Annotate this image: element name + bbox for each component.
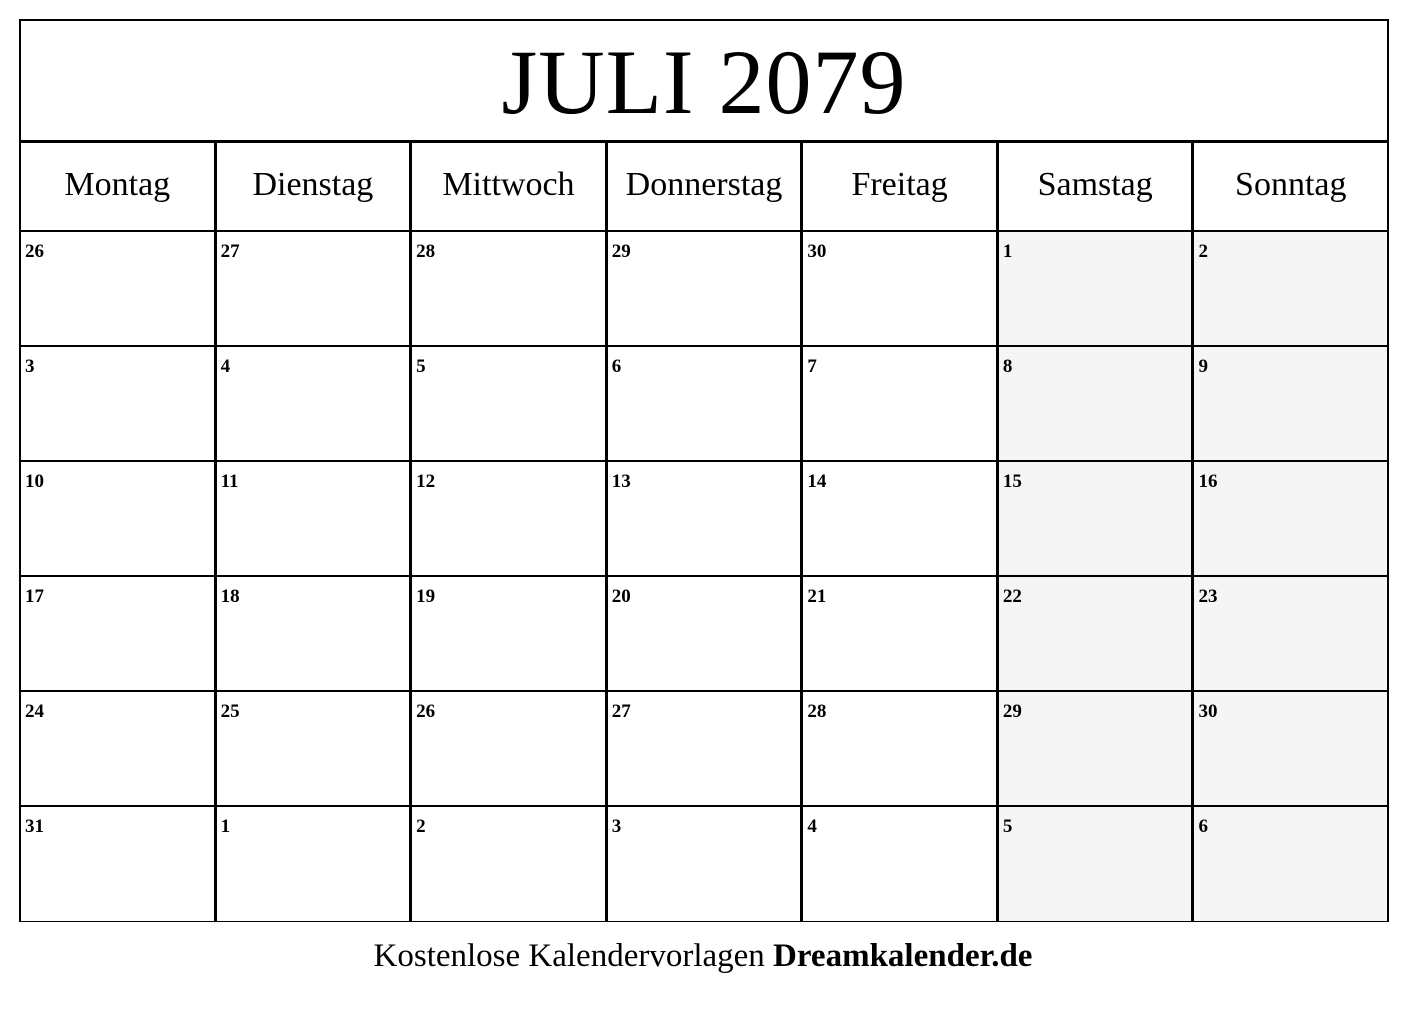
weekend-day-cell (999, 462, 1195, 575)
day-number: 13 (611, 471, 631, 492)
day-number: 31 (25, 816, 44, 837)
day-number: 3 (611, 816, 622, 837)
day-cell (412, 807, 608, 921)
week-row-2 (21, 347, 1387, 462)
day-number: 2 (1198, 241, 1208, 262)
week-row-1 (21, 232, 1387, 347)
day-number: 12 (416, 471, 436, 492)
day-number: 9 (1198, 356, 1208, 377)
day-number: 21 (807, 586, 827, 607)
day-number: 22 (1002, 586, 1022, 607)
weekday-saturday: Samstag (999, 143, 1195, 230)
day-cell (608, 232, 804, 345)
day-cell (412, 462, 608, 575)
title-row (21, 21, 1387, 142)
weekday-friday: Freitag (803, 143, 999, 230)
weekend-day-cell (1194, 807, 1387, 921)
day-cell (217, 577, 413, 690)
day-number: 29 (1002, 701, 1022, 722)
weekday-thursday: Donnerstag (608, 143, 804, 230)
day-cell (803, 347, 999, 460)
day-cell (412, 577, 608, 690)
day-cell (803, 577, 999, 690)
day-cell (217, 807, 413, 921)
day-number: 26 (25, 241, 44, 262)
day-number: 4 (220, 356, 231, 377)
day-cell (412, 692, 608, 805)
day-cell (21, 347, 217, 460)
day-cell (412, 347, 608, 460)
day-number: 6 (611, 356, 622, 377)
day-number: 1 (220, 816, 231, 837)
day-number: 29 (611, 241, 631, 262)
day-number: 15 (1002, 471, 1022, 492)
weekend-day-cell (999, 347, 1195, 460)
week-row-6 (21, 807, 1387, 921)
day-cell (608, 807, 804, 921)
day-number: 4 (807, 816, 817, 837)
weekend-day-cell (1194, 462, 1387, 575)
day-number: 7 (807, 356, 817, 377)
day-cell (217, 232, 413, 345)
day-number: 11 (220, 471, 239, 492)
day-number: 14 (807, 471, 827, 492)
day-cell (608, 577, 804, 690)
day-number: 20 (611, 586, 631, 607)
day-cell (608, 462, 804, 575)
day-number: 17 (25, 586, 44, 607)
day-cell (21, 807, 217, 921)
week-row-3 (21, 462, 1387, 577)
weekend-day-cell (999, 692, 1195, 805)
week-row-4 (21, 577, 1387, 692)
day-cell (608, 692, 804, 805)
weekday-header-row (21, 142, 1387, 232)
day-cell (803, 807, 999, 921)
day-number: 5 (416, 356, 426, 377)
day-number: 3 (25, 356, 35, 377)
footer (0, 938, 1406, 975)
day-number: 28 (807, 701, 827, 722)
day-cell (21, 692, 217, 805)
week-row-5 (21, 692, 1387, 807)
day-number: 24 (25, 701, 44, 722)
day-cell (608, 347, 804, 460)
calendar-table (19, 19, 1389, 922)
day-cell (803, 232, 999, 345)
footer-text: Kostenlose Kalendervorlagen (373, 938, 765, 974)
day-number: 25 (220, 701, 240, 722)
weekend-day-cell (1194, 232, 1387, 345)
day-number: 26 (416, 701, 436, 722)
day-number: 27 (611, 701, 631, 722)
day-cell (21, 232, 217, 345)
day-number: 18 (220, 586, 240, 607)
weekday-wednesday: Mittwoch (412, 143, 608, 230)
day-number: 23 (1198, 586, 1218, 607)
day-cell (21, 577, 217, 690)
weekend-day-cell (999, 232, 1195, 345)
weekday-sunday: Sonntag (1235, 165, 1347, 203)
day-number: 2 (416, 816, 426, 837)
weekday-tuesday: Dienstag (217, 143, 413, 230)
day-cell (21, 462, 217, 575)
day-number: 19 (416, 586, 436, 607)
day-cell (412, 232, 608, 345)
day-cell (217, 462, 413, 575)
weekend-day-cell (1194, 347, 1387, 460)
day-number: 8 (1002, 356, 1013, 377)
day-number: 30 (807, 241, 827, 262)
weekend-day-cell (1194, 692, 1387, 805)
day-number: 5 (1002, 816, 1013, 837)
day-cell (803, 462, 999, 575)
day-number: 28 (416, 241, 436, 262)
day-cell (803, 692, 999, 805)
weekend-day-cell (999, 577, 1195, 690)
day-number: 30 (1198, 701, 1218, 722)
day-number: 10 (25, 471, 44, 492)
weekend-day-cell (1194, 577, 1387, 690)
calendar-title: JULI 2079 (501, 30, 907, 133)
day-number: 6 (1198, 816, 1208, 837)
day-cell (217, 347, 413, 460)
weekday-monday: Montag (21, 143, 217, 230)
day-number: 1 (1002, 241, 1013, 262)
day-cell (217, 692, 413, 805)
day-number: 27 (220, 241, 240, 262)
weekend-day-cell (999, 807, 1195, 921)
day-number: 16 (1198, 471, 1218, 492)
footer-brand-link[interactable]: Dreamkalender.de (773, 938, 1033, 974)
